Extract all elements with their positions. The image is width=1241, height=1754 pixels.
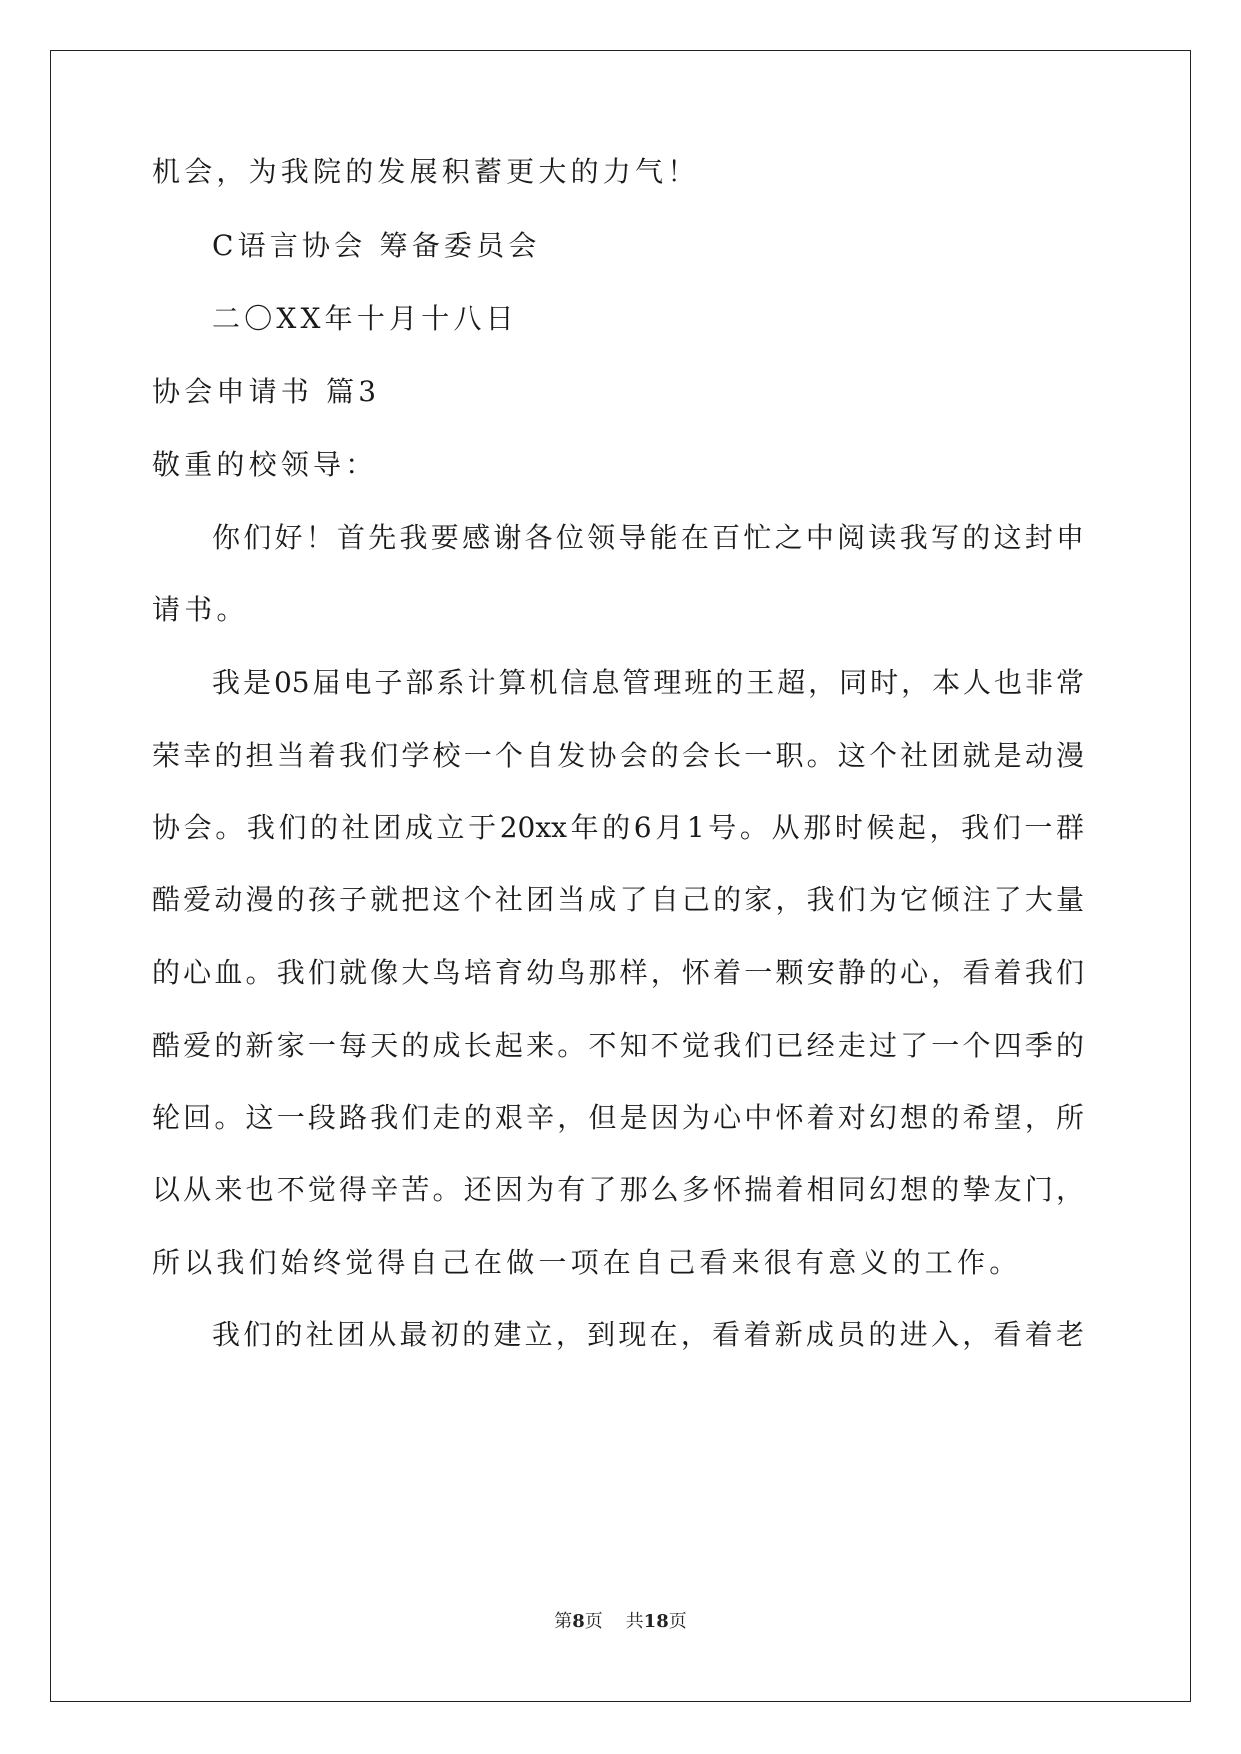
body-line: 酷爱的新家一每天的成长起来。不知不觉我们已经走过了一个四季的 bbox=[152, 1029, 1084, 1062]
footer-page-prefix: 第 bbox=[554, 1611, 573, 1632]
association-signature: C语言协会 筹备委员会 bbox=[212, 229, 541, 262]
body-line: 协会。我们的社团成立于20xx年的6月1号。从那时候起，我们一群 bbox=[152, 811, 1084, 844]
footer-total-pages: 18 bbox=[643, 1611, 669, 1632]
body-line: 轮回。这一段路我们走的艰辛，但是因为心中怀着对幻想的希望，所 bbox=[152, 1101, 1084, 1134]
page-border bbox=[50, 50, 1191, 1702]
body-line: 我是05届电子部系计算机信息管理班的王超，同时，本人也非常 bbox=[212, 666, 1084, 699]
footer-page-suffix: 页 bbox=[584, 1611, 603, 1632]
body-line: 你们好！首先我要感谢各位领导能在百忙之中阅读我写的这封申 bbox=[212, 521, 1084, 554]
body-line: 荣幸的担当着我们学校一个自发协会的会长一职。这个社团就是动漫 bbox=[152, 739, 1084, 772]
body-line: 酷爱动漫的孩子就把这个社团当成了自己的家，我们为它倾注了大量 bbox=[152, 883, 1084, 916]
body-line: 机会，为我院的发展积蓄更大的力气！ bbox=[152, 155, 700, 188]
page-footer bbox=[0, 1610, 1241, 1634]
footer-total-prefix: 共 bbox=[625, 1611, 644, 1632]
body-line: 请书。 bbox=[152, 593, 249, 626]
body-line: 以从来也不觉得辛苦。还因为有了那么多怀揣着相同幻想的挚友门， bbox=[152, 1173, 1084, 1206]
body-line: 所以我们始终觉得自己在做一项在自己看来很有意义的工作。 bbox=[152, 1246, 1022, 1279]
footer-total-suffix: 页 bbox=[668, 1611, 687, 1632]
section-title: 协会申请书 篇3 bbox=[152, 375, 381, 408]
body-line: 我们的社团从最初的建立，到现在，看着新成员的进入，看着老 bbox=[212, 1318, 1084, 1351]
body-line: 的心血。我们就像大鸟培育幼鸟那样，怀着一颗安静的心，看着我们 bbox=[152, 956, 1084, 989]
footer-page-number: 8 bbox=[572, 1611, 585, 1632]
signature-date: 二〇XX年十月十八日 bbox=[212, 302, 518, 335]
salutation: 敬重的校领导： bbox=[152, 448, 378, 481]
